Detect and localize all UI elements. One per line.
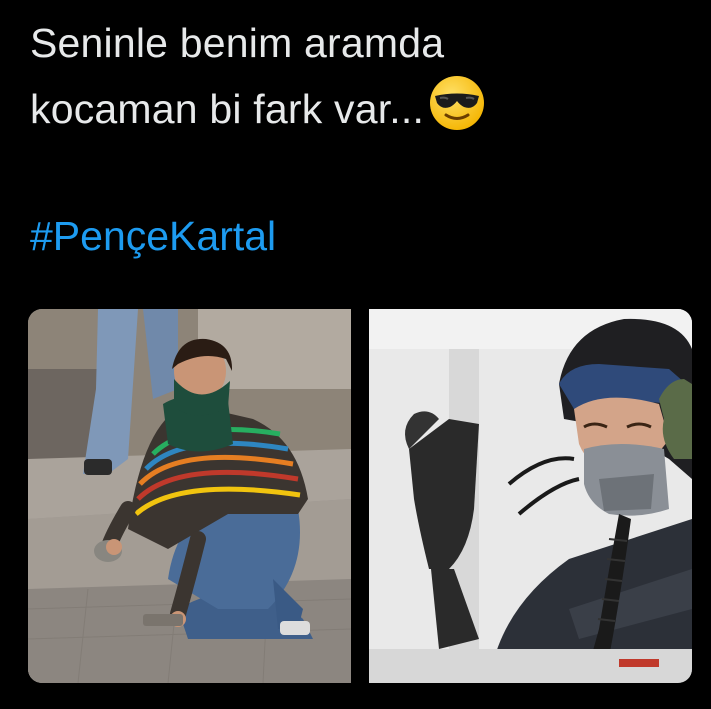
sunglasses-emoji-icon [428, 74, 486, 149]
media-grid [28, 309, 692, 683]
tweet-text [30, 12, 690, 149]
media-image-protester[interactable] [28, 309, 351, 683]
tweet-text-line-1: Seninle benim aramda [30, 20, 445, 66]
tweet-text-line-2 [30, 74, 690, 149]
media-image-pilot[interactable] [369, 309, 692, 683]
tweet-text-line-2-text: kocaman bi fark var... [30, 86, 425, 132]
hashtag-link[interactable]: #PençeKartal [30, 213, 277, 259]
